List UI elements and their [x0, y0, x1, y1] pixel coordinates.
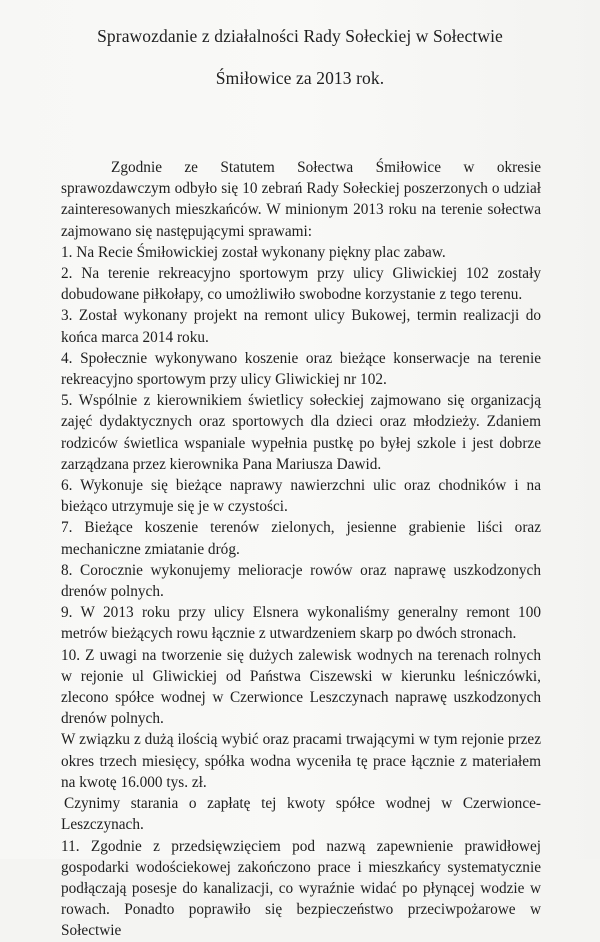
item-10: 10. Z uwagi na tworzenie się dużych zalewisk wodnych na terenach rolnych w rejonie ul Gliwickiej od Państwa Ciszewski w kierunku leśniczówki, zlecono spółce wodnej w Czerwionce Leszczynach naprawę uszkodzonych drenów polnych.: [61, 646, 541, 728]
item-7: 7. Bieżące koszenie terenów zielonych, jesienne grabienie liści oraz mechaniczne zmiatanie dróg.: [61, 519, 541, 558]
item-10-note: Czynimy starania o zapłatę tej kwoty spółce wodnej w Czerwionce-Leszczynach.: [61, 795, 541, 834]
item-8: 8. Corocznie wykonujemy melioracje rowów oraz naprawę uszkodzonych drenów polnych.: [61, 561, 541, 601]
item-10-continuation: W związku z dużą ilością wybić oraz pracami trwającymi w tym rejonie przez okres trzech miesięcy, spółka wodna wyceniła tę prace łącznie z materiałem na kwotę 16.000 tys. zł.: [61, 731, 541, 791]
item-9: 9. W 2013 roku przy ulicy Elsnera wykonaliśmy generalny remont 100 metrów bieżących rowu łącznie z utwardzeniem skarp po dwóch stronach.: [61, 604, 541, 643]
item-5: 5. Wspólnie z kierownikiem świetlicy sołeckiej zajmowano się organizacją zajęć dydaktycznych oraz sportowych dla dzieci oraz młodzieży. Zdaniem rodziców świetlica wspaniale wypełnia pustkę po byłej szkole i jest dobrze zarządzana przez kierownika Pana Mariusza Dawid.: [61, 392, 541, 473]
item-1: 1. Na Recie Śmiłowickiej został wykonany piękny plac zabaw.: [61, 243, 446, 261]
item-6: 6. Wykonuje się bieżące naprawy nawierzchni ulic oraz chodników i na bieżąco utrzymuje się je w czystości.: [61, 477, 541, 516]
item-4: 4. Społecznie wykonywano koszenie oraz bieżące konserwacje na terenie rekreacyjno sportowym przy ulicy Gliwickiej nr 102.: [61, 349, 541, 389]
intro-paragraph: Zgodnie ze Statutem Sołectwa Śmiłowice w okresie sprawozdawczym odbyło się 10 zebrań Rady Sołeckiej poszerzonych o udział zainteresowanych mieszkańców. W minionym 2013 roku na terenie sołectwa zajmowano się następującymi sprawami:: [61, 159, 541, 240]
document-body: [61, 157, 541, 942]
document-title-line-2: Śmiłowice za 2013 rok.: [215, 68, 385, 88]
document-title-line-1: Sprawozdanie z działalności Rady Sołeckiej w Sołectwie: [97, 26, 503, 46]
item-11: 11. Zgodnie z przedsięwzięciem pod nazwą zapewnienie prawidłowej gospodarki wodościekowej zakończono prace i mieszkańcy systematycznie podłączają posesje do kanalizacji, co wyraźnie widać po płynącej wodzie w rowach. Ponadto poprawiło się bezpieczeństwo przeciwpożarowe w Sołectwie: [61, 837, 541, 940]
item-2: 2. Na terenie rekreacyjno sportowym przy ulicy Gliwickiej 102 zostały dobudowane piłkołapy, co umożliwiło swobodne korzystanie z tego terenu.: [61, 265, 541, 304]
item-3: 3. Został wykonany projekt na remont ulicy Bukowej, termin realizacji do końca marca 2014 roku.: [61, 307, 541, 346]
